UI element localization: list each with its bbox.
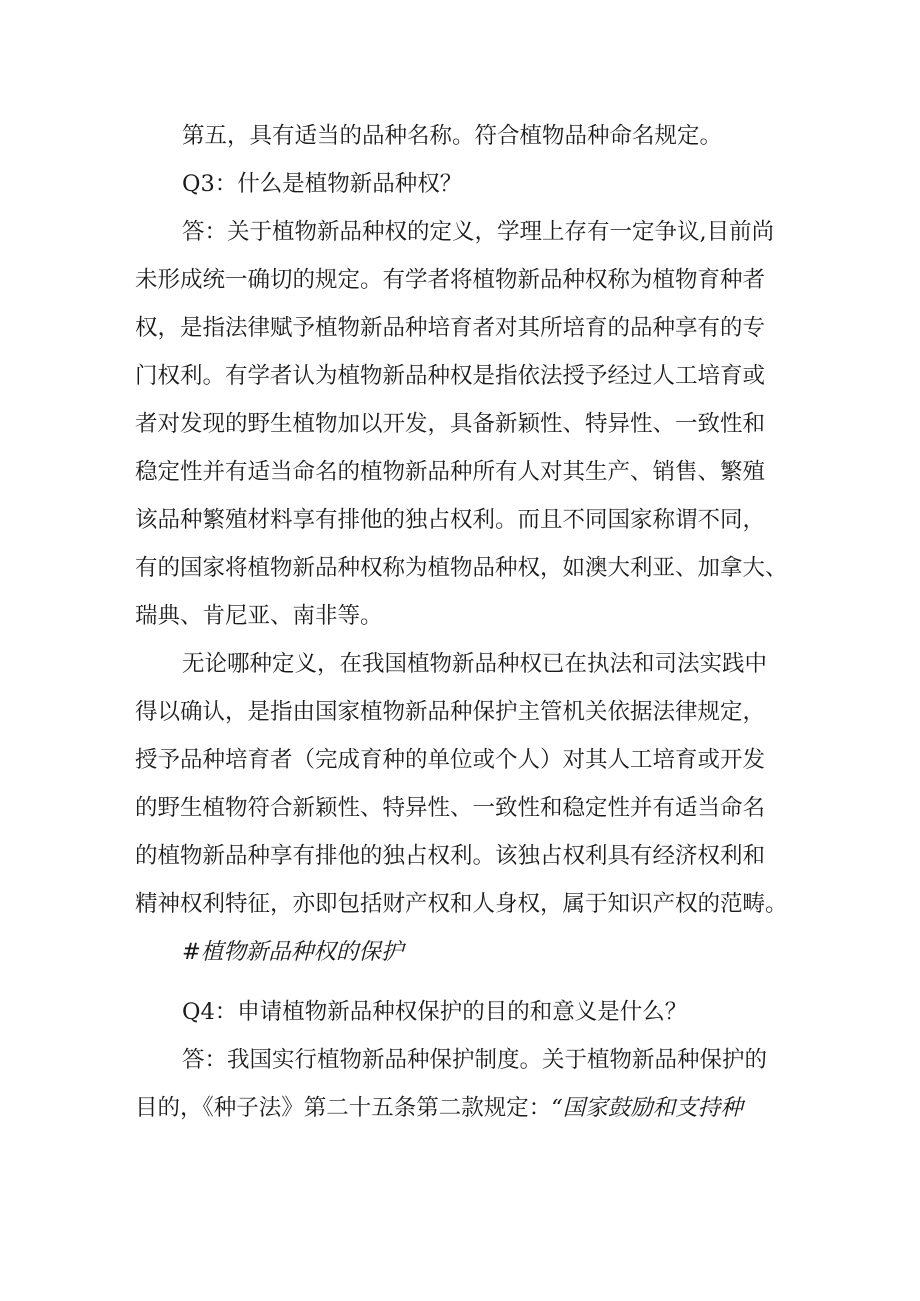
text-line: 答：我国实行植物新品种保护制度。关于植物新品种保护的 <box>182 1047 768 1073</box>
text-line: 得以确认，是指由国家植物新品种保护主管机关依据法律规定， <box>135 699 766 725</box>
document-body <box>135 112 795 1132</box>
text-line: 权，是指法律赋予植物新品种培育者对其所培育的品种享有的专 <box>135 315 766 341</box>
text-line: 授予品种培育者（完成育种的单位或个人）对其人工培育或开发 <box>135 747 766 773</box>
text-line: 有的国家将植物新品种权称为植物品种权，如澳大利亚、加拿大、 <box>135 555 788 581</box>
text-line: 无论哪种定义，在我国植物新品种权已在执法和司法实践中 <box>182 651 768 677</box>
question-heading-q4: Q4：申请植物新品种权保护的目的和意义是什么？ <box>182 999 688 1025</box>
text-line: 的野生植物符合新颖性、特异性、一致性和稳定性并有适当命名 <box>135 795 766 821</box>
text-line: 该品种繁殖材料享有排他的独占权利。而且不同国家称谓不同， <box>135 507 766 533</box>
text-segment: 目的，《种子法》第二十五条第二款规定： <box>135 1095 552 1121</box>
text-line: 第五，具有适当的品种名称。符合植物品种命名规定。 <box>182 123 723 149</box>
text-line: 门权利。有学者认为植物新品种权是指依法授予经过人工培育或 <box>135 363 766 389</box>
text-line: 答：关于植物新品种权的定义，学理上存有一定争议,目前尚 <box>182 219 775 245</box>
question-heading-q3: Q3：什么是植物新品种权？ <box>182 171 463 197</box>
text-line: 精神权利特征，亦即包括财产权和人身权，属于知识产权的范畴。 <box>135 891 788 917</box>
text-line <box>135 1084 795 1132</box>
quote-segment: “国家鼓励和支持种 <box>551 1095 743 1121</box>
text-line: 稳定性并有适当命名的植物新品种所有人对其生产、销售、繁殖 <box>135 459 766 485</box>
text-line: 的植物新品种享有排他的独占权利。该独占权利具有经济权利和 <box>135 843 766 869</box>
text-line: 未形成统一确切的规定。有学者将植物新品种权称为植物育种者 <box>135 267 766 293</box>
section-heading: #植物新品种权的保护 <box>182 939 404 965</box>
text-line: 瑞典、肯尼亚、南非等。 <box>135 603 383 629</box>
text-line: 者对发现的野生植物加以开发，具备新颖性、特异性、一致性和 <box>135 411 766 437</box>
